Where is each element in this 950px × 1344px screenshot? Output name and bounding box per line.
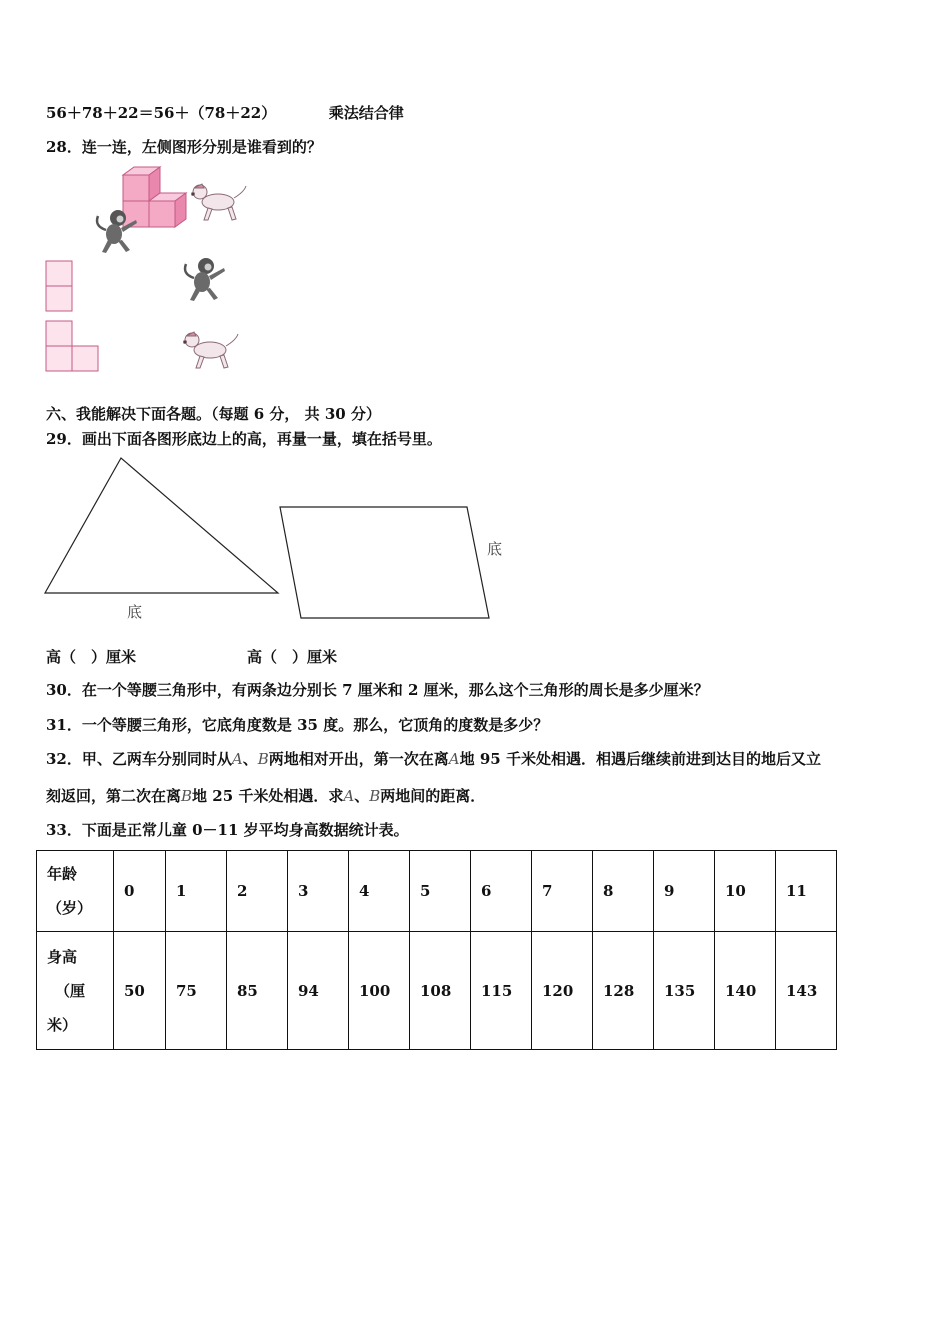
q29-answer-parallelogram: 高（ ）厘米 — [247, 648, 338, 666]
age-cell: 2 — [227, 851, 288, 932]
height-header-cell — [37, 932, 114, 1050]
q27-law: 乘法结合律 — [328, 104, 404, 122]
parallelogram-shape — [280, 507, 489, 618]
q29-answer-triangle: 高（ ）厘米 — [46, 648, 137, 666]
height-cell: 143 — [776, 932, 837, 1050]
height-cell: 85 — [227, 932, 288, 1050]
q33-title: 33．下面是正常儿童 0－11 岁平均身高数据统计表。 — [46, 821, 409, 839]
triangle-base-label: 底 — [127, 603, 143, 621]
q30-title: 30．在一个等腰三角形中，有两条边分别长 7 厘米和 2 厘米，那么这个三角形的周长是多少厘米？ — [46, 681, 709, 699]
point-b: B — [257, 750, 269, 768]
height-header-line1: 身高 — [47, 947, 78, 966]
point-a: A — [231, 750, 243, 768]
age-header-line1: 年龄 — [47, 865, 78, 883]
age-cell: 9 — [654, 851, 715, 932]
q32-line1 — [46, 748, 821, 769]
q32-sep2: 、 — [354, 787, 370, 805]
table-row-age — [37, 851, 837, 932]
height-cell: 108 — [410, 932, 471, 1050]
q28-title: 28．连一连，左侧图形分别是谁看到的？ — [46, 138, 322, 156]
parallelogram-base-label: 底 — [487, 540, 503, 558]
section6-title: 六、我能解决下面各题。（每题 6 分， 共 30 分） — [46, 405, 381, 423]
q29-title: 29．画出下面各图形底边上的高，再量一量，填在括号里。 — [46, 430, 442, 448]
q31-title: 31．一个等腰三角形，它底角度数是 35 度。那么，它顶角的度数是多少？ — [46, 716, 549, 734]
age-cell: 7 — [532, 851, 593, 932]
q32-p6: 两地间的距离． — [380, 787, 486, 805]
q27-expression: 56＋78＋22＝56＋（78＋22） — [46, 104, 277, 122]
height-cell: 120 — [532, 932, 593, 1050]
height-cell: 128 — [593, 932, 654, 1050]
age-cell: 0 — [114, 851, 166, 932]
q32-sep1: 、 — [242, 750, 258, 768]
age-cell: 11 — [776, 851, 837, 932]
q32-p5: 地 25 千米处相遇．求 — [192, 787, 344, 805]
age-cell: 1 — [166, 851, 227, 932]
point-b: B — [181, 787, 193, 805]
q32-p3: 地 95 千米处相遇．相遇后继续前进到达目的地后又立 — [459, 750, 821, 768]
age-cell: 3 — [288, 851, 349, 932]
age-cell: 10 — [715, 851, 776, 932]
point-b: B — [369, 787, 381, 805]
height-cell: 115 — [471, 932, 532, 1050]
table-row-height — [37, 932, 837, 1050]
height-cell: 94 — [288, 932, 349, 1050]
height-cell: 75 — [166, 932, 227, 1050]
age-header-line2: （岁） — [47, 899, 93, 917]
q32-p2: 两地相对开出，第一次在离 — [268, 750, 449, 768]
height-header-line3: 米） — [47, 1015, 78, 1034]
height-cell: 135 — [654, 932, 715, 1050]
point-a: A — [343, 787, 355, 805]
q32-p4: 刻返回，第二次在离 — [46, 787, 182, 805]
height-stats-table — [36, 850, 837, 1050]
point-a: A — [448, 750, 460, 768]
height-cell: 50 — [114, 932, 166, 1050]
height-cell: 100 — [349, 932, 410, 1050]
age-header-cell — [37, 851, 114, 932]
age-cell: 6 — [471, 851, 532, 932]
age-cell: 5 — [410, 851, 471, 932]
triangle-shape — [45, 458, 278, 593]
age-cell: 8 — [593, 851, 654, 932]
height-cell: 140 — [715, 932, 776, 1050]
q29-figure — [0, 0, 950, 660]
height-header-line2: （厘 — [55, 981, 86, 1000]
q32-p1: 32．甲、乙两车分别同时从 — [46, 750, 232, 768]
q32-line2 — [46, 785, 485, 806]
age-cell: 4 — [349, 851, 410, 932]
